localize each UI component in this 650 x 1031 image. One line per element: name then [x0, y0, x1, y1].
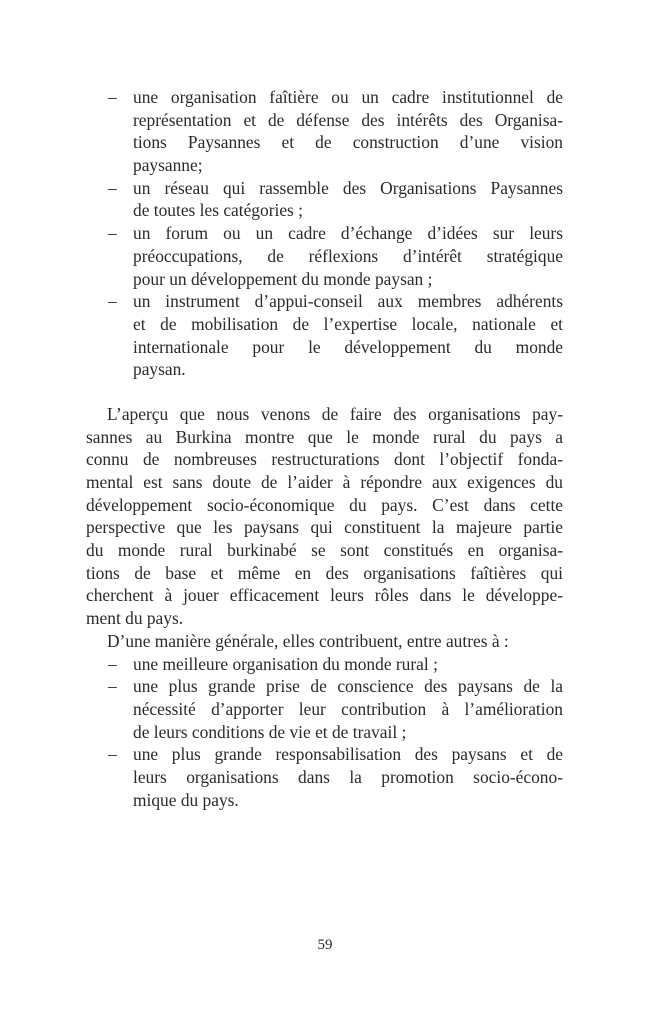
text-line: tions de base et même en des organisations faîtières qui	[86, 562, 563, 583]
dash-bullet: –	[108, 676, 117, 697]
text-line: L’aperçu que nous venons de faire des organisations pay-	[107, 403, 563, 424]
text-line: internationale pour le développement du monde	[133, 336, 563, 357]
dash-bullet: –	[108, 177, 117, 198]
text-line: de leurs conditions de vie et de travail ;	[133, 721, 407, 742]
text-line: une plus grande responsabilisation des paysans et de	[133, 744, 563, 765]
paragraph-intro-list: D’une manière générale, elles contribuent, entre autres à :	[107, 630, 509, 651]
text-line: nécessité d’apporter leur contribution à l’amélioration	[133, 698, 563, 719]
text-line: mique du pays.	[133, 789, 239, 810]
text-line: une meilleure organisation du monde rural ;	[133, 653, 438, 674]
text-line: connu de nombreuses restructurations dont l’objectif fonda-	[86, 449, 563, 470]
text-line: perspective que les paysans qui constituent la majeure partie	[86, 517, 563, 538]
page-number: 59	[317, 937, 333, 953]
bullet-list-contributions	[86, 653, 563, 812]
list-item	[86, 177, 563, 222]
dash-bullet: –	[108, 223, 117, 244]
text-line: préoccupations, de réflexions d’intérêt stratégique	[133, 245, 563, 266]
list-item	[86, 675, 563, 743]
list-item	[86, 222, 563, 290]
text-line: du monde rural burkinabé se sont constitués en organisa-	[86, 540, 563, 561]
text-line: et de mobilisation de l’expertise locale, nationale et	[133, 313, 563, 334]
dash-bullet: –	[108, 653, 117, 674]
text-line: cherchent à jouer efficacement leurs rôles dans le développe-	[86, 585, 563, 606]
text-line: un forum ou un cadre d’échange d’idées sur leurs	[133, 223, 563, 244]
text-line: leurs organisations dans la promotion socio-écono-	[133, 766, 563, 787]
dash-bullet: –	[108, 291, 117, 312]
text-line: paysan.	[133, 359, 186, 380]
text-line: une organisation faîtière ou un cadre institutionnel de	[133, 87, 563, 107]
text-line: ment du pays.	[86, 608, 184, 629]
text-line: sannes au Burkina montre que le monde rural du pays a	[86, 426, 563, 447]
text-line: développement socio-économique du pays. C’est dans cette	[86, 494, 563, 515]
text-line: de toutes les catégories ;	[133, 200, 303, 221]
text-line: pour un développement du monde paysan ;	[133, 268, 433, 289]
text-line: mental est sans doute de l’aider à répondre aux exigences du	[86, 472, 563, 492]
text-line: un réseau qui rassemble des Organisations Paysannes	[133, 177, 563, 198]
bullet-list-roles	[86, 86, 563, 381]
text-line: tions Paysannes et de construction d’une vision	[133, 132, 563, 153]
list-item	[86, 290, 563, 381]
text-line: une plus grande prise de conscience des paysans de la	[133, 676, 563, 697]
dash-bullet: –	[108, 87, 117, 107]
list-item	[86, 743, 563, 811]
list-item	[86, 653, 563, 676]
text-line: un instrument d’appui-conseil aux membres adhérents	[133, 291, 563, 312]
paragraph-overview	[86, 403, 563, 630]
dash-bullet: –	[108, 744, 117, 765]
text-line: représentation et de défense des intérêts des Organisa-	[133, 109, 563, 130]
page-body	[86, 86, 563, 811]
list-item	[86, 86, 563, 177]
text-line: paysanne;	[133, 155, 203, 176]
